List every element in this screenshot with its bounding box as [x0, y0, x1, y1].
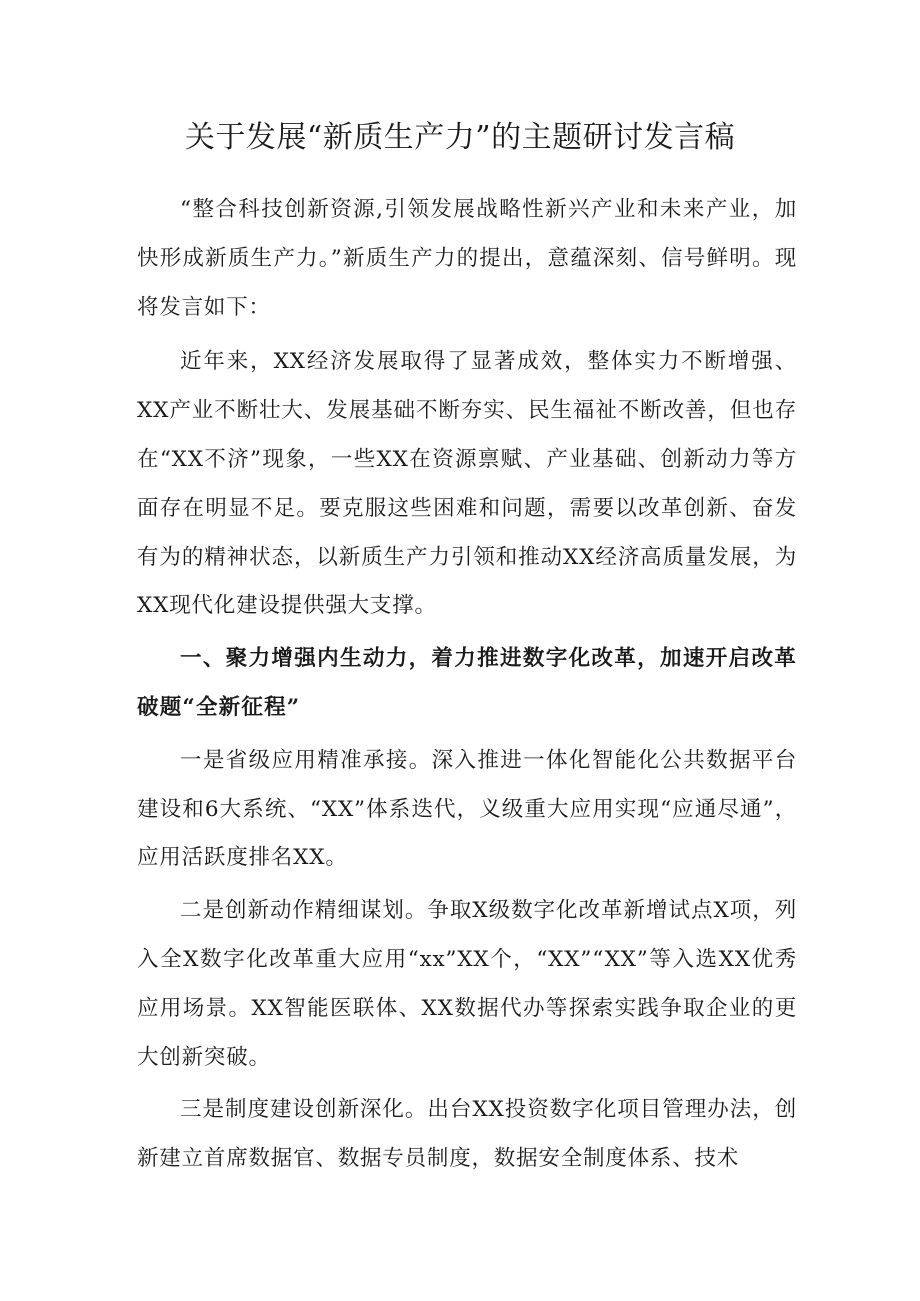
paragraph-background: 近年来，XX经济发展取得了显著成效，整体实力不断增强、XX产业不断壮大、发展基础不断夯实、民生福祉不断改善，但也存在“XX不济”现象，一些XX在资源禀赋、产业基础、创新动力等方面存在明显不足。要克服这些困难和问题，需要以改革创新、奋发有为的精神状态，以新质生产力引领和推动XX经济高质量发展，为XX现代化建设提供强大支撑。 — [137, 349, 797, 619]
document-body — [137, 186, 797, 1188]
paragraph-intro: “整合科技创新资源,引领发展战略性新兴产业和未来产业，加快形成新质生产力。”新质生产力的提出，意蕴深刻、信号鲜明。现将发言如下： — [137, 197, 797, 320]
paragraph-point-3: 三是制度建设创新深化。出台XX投资数字化项目管理办法，创新建立首席数据官、数据专员制度，数据安全制度体系、技术 — [137, 1097, 797, 1172]
section-heading-1: 一、聚力增强内生动力，着力推进数字化改革，加速开启改革破题“全新征程” — [137, 646, 797, 720]
paragraph-point-1: 一是省级应用精准承接。深入推进一体化智能化公共数据平台建设和6大系统、“XX”体系迭代，义级重大应用实现“应通尽通”，应用活跃度排名XX。 — [137, 747, 797, 871]
document-title: 关于发展“新质生产力”的主题研讨发言稿 — [184, 120, 736, 155]
paragraph-point-2: 二是创新动作精细谋划。争取X级数字化改革新增试点X项，列入全X数字化改革重大应用“xx”XX个，“XX”“XX”等入选XX优秀应用场景。XX智能医联体、XX数据代办等探索实践争取企业的更大创新突破。 — [137, 898, 797, 1070]
